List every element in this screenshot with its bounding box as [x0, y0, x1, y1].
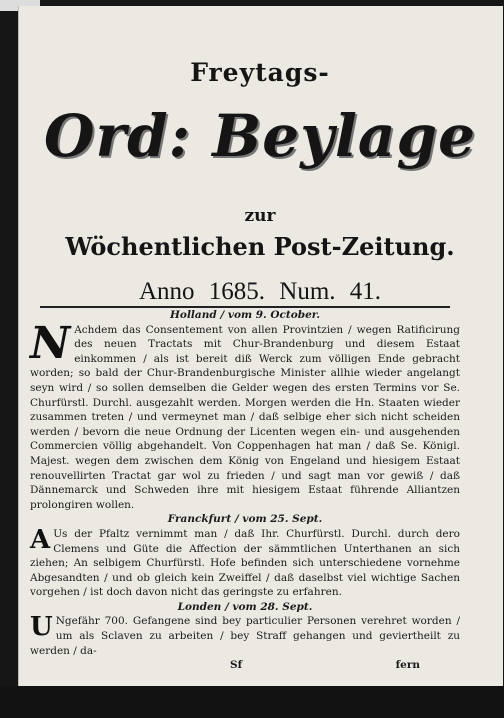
masthead-line1: Freytags- — [190, 58, 330, 87]
scan-bottom-edge — [0, 686, 504, 718]
dateline-londen: Londen / vom 28. Sept. — [177, 600, 313, 613]
issue-number: Num. 41. — [279, 278, 382, 305]
article-body — [30, 308, 460, 673]
article-londen-text: Ngefähr 700. Gefangene sind bey particulier Personen verehret worden / um als Sclaven zu arbeiten / bey Straff gehangen und geviertheilt zu werden / da- — [30, 615, 460, 657]
masthead-subtitle: Wöchentlichen Post-Zeitung. — [65, 232, 455, 261]
dropcap-n: N — [30, 317, 71, 369]
dateline-franckfurt: Franckfurt / vom 25. Sept. — [167, 513, 323, 526]
issue-year: Anno 1685. — [138, 278, 266, 305]
article-holland-text: Achdem das Consentement von allen Provintzien / wegen Ratificirung des neuen Tractats mit Chur-Brandenburg und diesem Estaat einkommen / als ist bereit diß Werck zum völligen Ende gebracht worden; so bald der Chur-Brandenburgische Minister allhie wieder angelangt seyn wird / so sollen demselben die Gelder wegen des ersten Termins vor Se. Churfürstl. Durchl. ausgezahlt werden. Morgen werden die Hn. Staaten wieder zusammen treten / und vermeynet man / daß selbige eher sich nicht scheiden werden / bevorn die neue Ordnung der Licenten wegen ein- und ausgehenden Commercien völlig abgehandelt. Von Coppenhagen hat man / daß Se. Königl. Majest. wegen dem zwischen dem König von Engeland und hiesigem Estaat renouvellirten Tractat gar wol zu frieden / und sagt man vor gewiß / daß Dännemarck und Schweden ihre mit hiesigem Estaat führende Alliantzen prolongiren wollen. — [30, 323, 460, 511]
article-franckfurt-text: Us der Pfaltz vernimmt man / daß Ihr. Churfürstl. Durchl. durch dero Clemens und Güte die Affection der sämmtlichen Unterthanen an sich ziehen; An selbigem Churfürstl. Hofe befinden sich unterschiedene vornehme Abgesandten / und ob gleich kein Zweiffel / daß daselbst viel wichtige Sachen vorgehen / ist doch davon nicht das geringste zu erfahren. — [30, 527, 460, 599]
article-franckfurt — [30, 524, 460, 600]
article-holland — [30, 317, 460, 513]
page-footer — [30, 658, 460, 673]
signature-mark: Sf — [230, 659, 243, 672]
article-londen — [30, 614, 460, 658]
issue-line — [18, 278, 502, 306]
masthead-line3: zur — [244, 206, 276, 226]
dateline-holland: Holland / vom 9. October. — [170, 309, 320, 321]
dropcap-u: U — [30, 612, 53, 643]
masthead-title: Ord: Beylage — [44, 102, 476, 170]
catchword: fern — [395, 659, 420, 672]
dropcap-a: A — [30, 524, 51, 555]
